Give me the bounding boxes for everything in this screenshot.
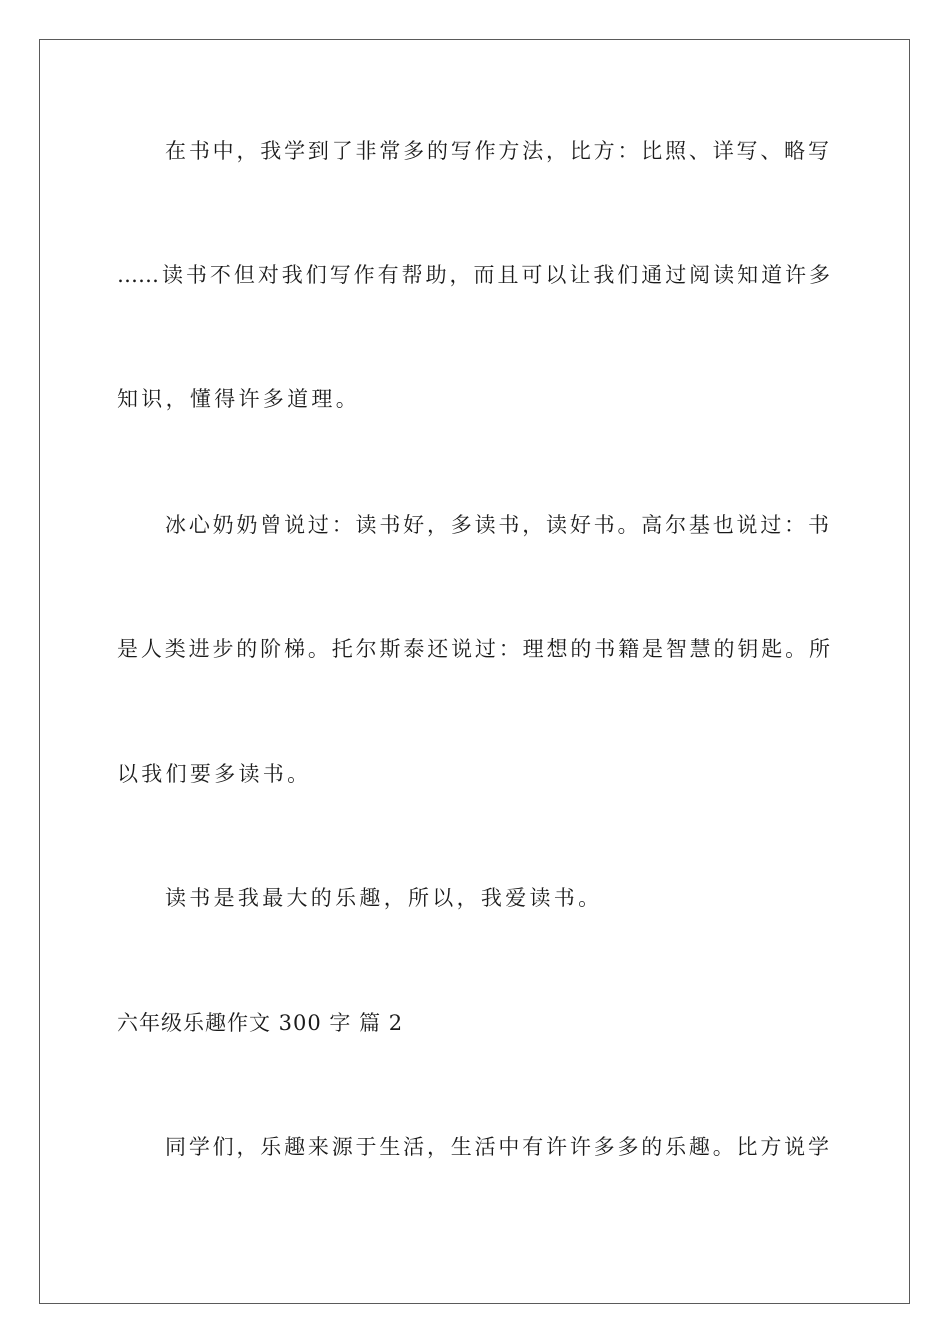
page-border: [39, 39, 910, 1304]
paragraph-2-line-2: 是人类进步的阶梯。托尔斯泰还说过：理想的书籍是智慧的钥匙。所: [117, 637, 830, 661]
paragraph-1-line-1: 在书中，我学到了非常多的写作方法，比方：比照、详写、略写: [165, 139, 829, 163]
paragraph-1-line-3: 知识，懂得许多道理。: [117, 387, 360, 411]
paragraph-2-line-1: 冰心奶奶曾说过：读书好，多读书，读好书。高尔基也说过：书: [165, 513, 829, 537]
section-heading: 六年级乐趣作文 300 字 篇 2: [117, 1011, 404, 1035]
paragraph-1-line-2: ……读书不但对我们写作有帮助，而且可以让我们通过阅读知道许多: [117, 263, 830, 287]
paragraph-2-line-3: 以我们要多读书。: [117, 762, 312, 786]
paragraph-4-line-1: 同学们，乐趣来源于生活，生活中有许许多多的乐趣。比方说学: [165, 1135, 829, 1159]
paragraph-3-line-1: 读书是我最大的乐趣，所以，我爱读书。: [165, 886, 603, 910]
